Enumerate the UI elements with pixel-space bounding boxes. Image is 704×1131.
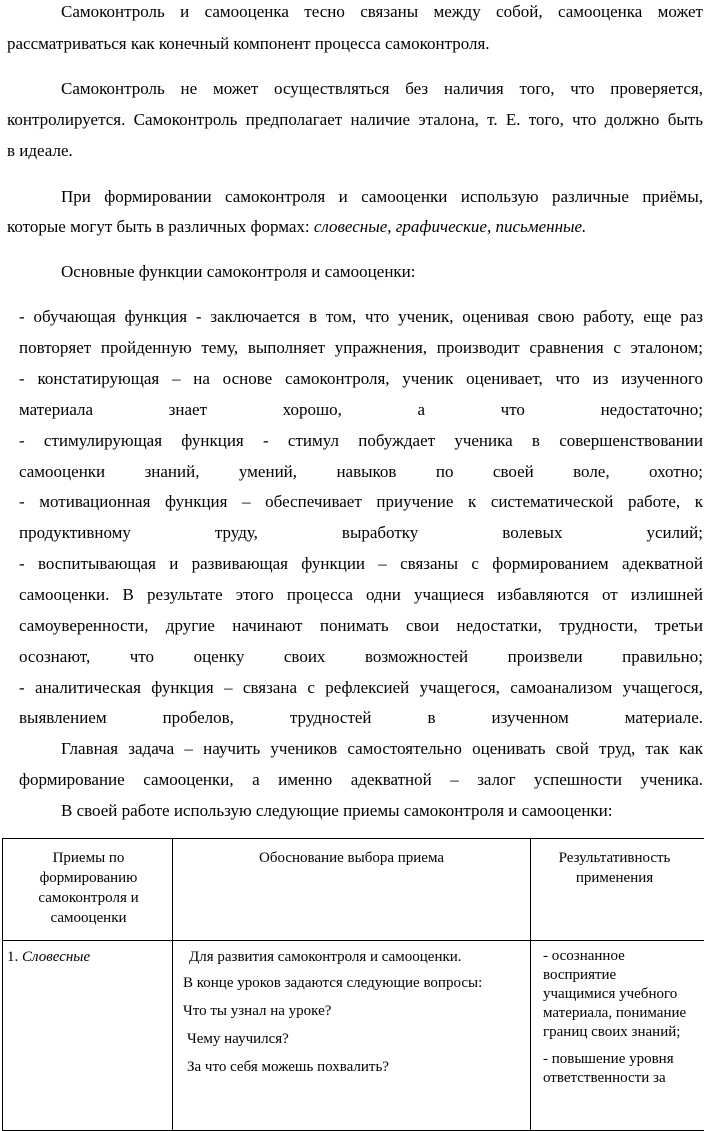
- result-line: - осознанное восприятие учащимися учебного материала, понимание границ своих знаний;: [543, 947, 690, 1042]
- text-line: в идеале.: [7, 141, 703, 161]
- functions-heading: Основные функции самоконтроля и самооценки:: [61, 262, 703, 282]
- rationale-line: Чему научился?: [183, 1029, 518, 1049]
- list-line: самооценки. В результате этого процесса одни учащиеся избавляются от излишней: [19, 585, 703, 605]
- text-line: Самоконтроль не может осуществляться без наличия того, что проверяется,: [61, 79, 703, 99]
- rationale-line: Что ты узнал на уроке?: [183, 1001, 518, 1021]
- rationale-line: Для развития самоконтроля и самооценки.: [183, 947, 518, 967]
- list-line: - аналитическая функция – связана с рефлексией учащегося, самоанализом учащегося,: [19, 678, 703, 698]
- list-line: формирование самооценки, а именно адекватной – залог успешности ученика.: [19, 770, 703, 790]
- list-line: самооценки знаний, умений, навыков по своей воле, охотно;: [19, 462, 703, 482]
- list-line: повторяет пройденную тему, выполняет упражнения, производит сравнения с эталоном;: [19, 338, 703, 358]
- list-line: - стимулирующая функция - стимул побуждает ученика в совершенствовании: [19, 431, 703, 451]
- header-cell-methods: [3, 839, 173, 941]
- text-span: которые могут быть в различных формах:: [7, 217, 310, 236]
- list-line: Главная задача – научить учеников самостоятельно оценивать свой труд, так как: [61, 739, 703, 759]
- list-line: материала знает хорошо, а что недостаточно;: [19, 400, 703, 420]
- list-line: - мотивационная функция – обеспечивает приучение к систематической работе, к: [19, 492, 703, 512]
- table-header-row: [3, 839, 704, 941]
- header-label: Результативность применения: [531, 839, 704, 888]
- method-cell: [3, 941, 173, 1131]
- method-label: [3, 941, 172, 967]
- text-line: контролируется. Самоконтроль предполагает наличие эталона, т. Е. того, что должно быть: [7, 110, 703, 130]
- rationale-content: [173, 941, 530, 1077]
- row-number: 1.: [7, 949, 18, 965]
- italic-forms: словесные, графические, письменные.: [314, 217, 586, 236]
- list-line: - воспитывающая и развивающая функции – связаны с формированием адекватной: [19, 554, 703, 574]
- text-line: рассматриваться как конечный компонент процесса самоконтроля.: [7, 34, 703, 54]
- text-line: [7, 217, 703, 237]
- header-label: Приемы по формированию самоконтроля и самооценки: [3, 839, 172, 928]
- table-row: [3, 941, 704, 1131]
- list-line: - обучающая функция - заключается в том, что ученик, оценивая свою работу, еще раз: [19, 307, 703, 327]
- header-cell-results: [531, 839, 704, 941]
- list-line: продуктивному труду, выработку волевых усилий;: [19, 523, 703, 543]
- rationale-cell: [173, 941, 531, 1131]
- list-line: В своей работе использую следующие приемы самоконтроля и самооценки:: [61, 801, 703, 821]
- rationale-line: За что себя можешь похвалить?: [183, 1057, 518, 1077]
- method-name: Словесные: [22, 949, 90, 965]
- results-content: [531, 941, 704, 1088]
- text-line: Самоконтроль и самооценка тесно связаны между собой, самооценка может: [61, 2, 703, 22]
- header-cell-rationale: [173, 839, 531, 941]
- list-line: выявлением пробелов, трудностей в изученном материале.: [19, 708, 703, 728]
- list-line: - констатирующая – на основе самоконтроля, ученик оценивает, что из изученного: [19, 369, 703, 389]
- header-label: Обоснование выбора приема: [173, 839, 530, 868]
- methods-table: [2, 838, 704, 1131]
- text-line: При формировании самоконтроля и самооценки использую различные приёмы,: [61, 187, 703, 207]
- list-line: самоуверенности, другие начинают понимать свои недостатки, трудности, третьи: [19, 616, 703, 636]
- list-line: осознают, что оценку своих возможностей произвели правильно;: [19, 647, 703, 667]
- rationale-line: В конце уроков задаются следующие вопросы:: [183, 973, 518, 993]
- result-line: - повышение уровня ответственности за: [543, 1050, 690, 1088]
- results-cell: [531, 941, 704, 1131]
